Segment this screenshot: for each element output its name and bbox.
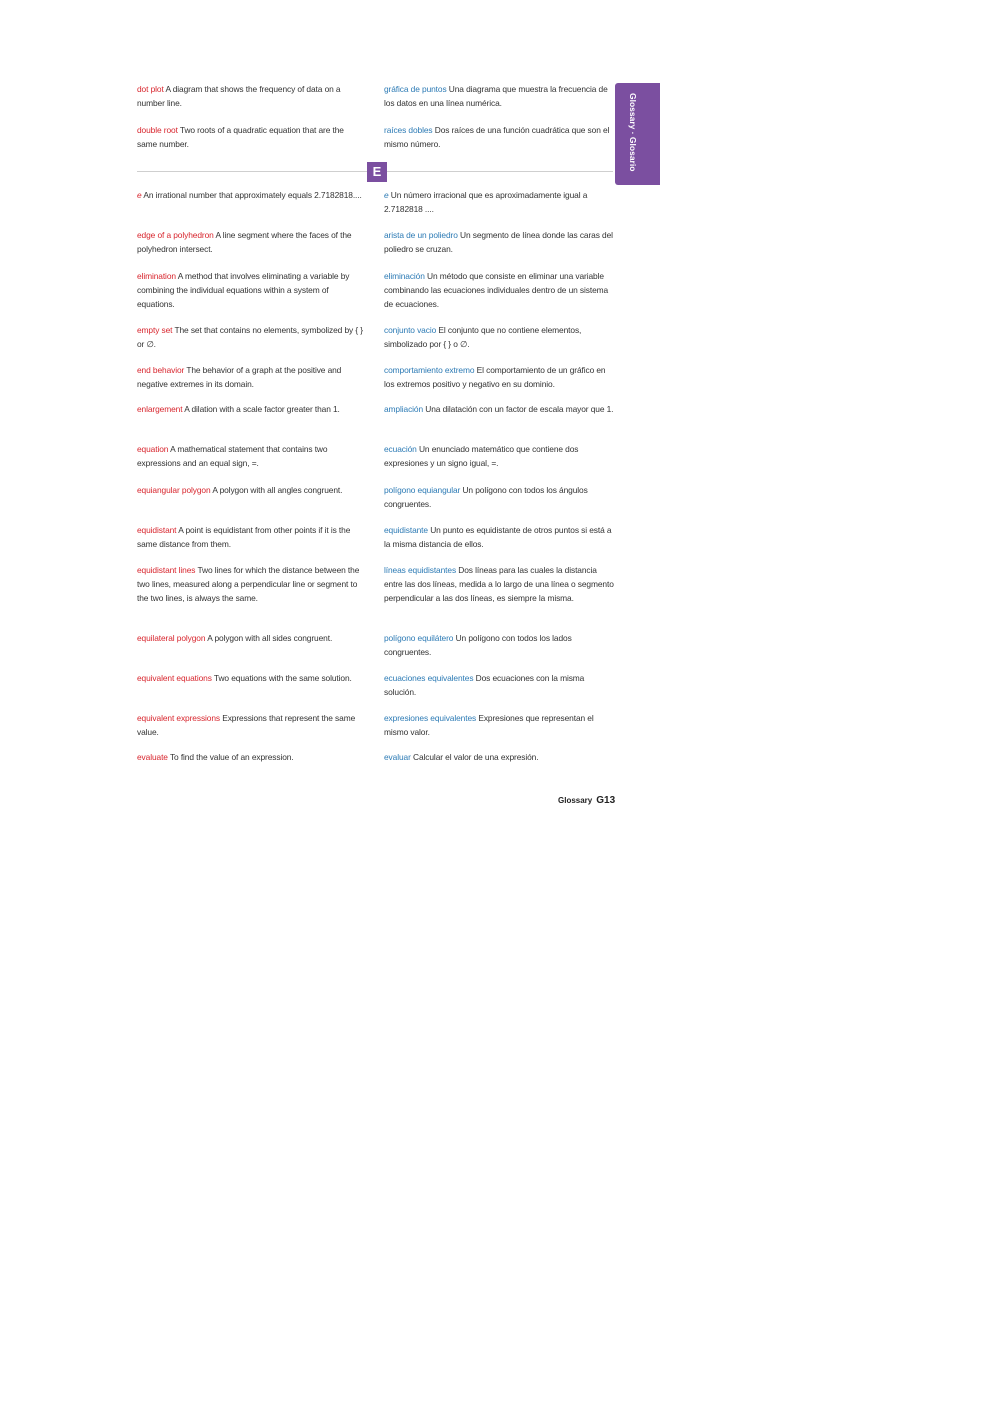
glossary-definition: Expressions that represent the same value. — [137, 713, 356, 737]
glossary-entry-es — [384, 750, 616, 764]
glossary-definition: A line segment where the faces of the polyhedron intersect. — [137, 230, 352, 254]
glossary-entry-en — [137, 188, 365, 202]
glossary-entry-en — [137, 483, 365, 497]
glossary-term: líneas equidistantes — [384, 565, 457, 575]
glossary-term: equidistante — [384, 525, 428, 535]
glossary-term: edge of a polyhedron — [137, 230, 214, 240]
glossary-entry-en — [137, 631, 365, 645]
glossary-definition: A method that involves eliminating a variable by combining the individual equations within a system of equations. — [137, 271, 350, 309]
glossary-entry-es — [384, 483, 616, 511]
glossary-entry-es — [384, 123, 616, 151]
glossary-term: equivalent expressions — [137, 713, 220, 723]
glossary-term: end behavior — [137, 365, 185, 375]
glossary-term: dot plot — [137, 84, 164, 94]
glossary-term: eliminación — [384, 271, 425, 281]
glossary-definition: The behavior of a graph at the positive and negative extremes in its domain. — [137, 365, 342, 389]
glossary-definition: Un número irracional que es aproximadamente igual a 2.7182818 .... — [384, 190, 588, 214]
glossary-entry-es — [384, 711, 616, 739]
glossary-term: double root — [137, 125, 178, 135]
glossary-definition: A point is equidistant from other points if it is the same distance from them. — [137, 525, 351, 549]
page-footer — [558, 795, 615, 806]
glossary-term: polígono equiangular — [384, 485, 461, 495]
section-letter: E — [367, 162, 387, 182]
glossary-definition: Un polígono con todos los lados congruentes. — [384, 633, 572, 657]
glossary-term: comportamiento extremo — [384, 365, 475, 375]
glossary-entry-es — [384, 402, 616, 416]
glossary-entry-es — [384, 82, 616, 110]
glossary-term: equivalent equations — [137, 673, 212, 683]
glossary-definition: Una diagrama que muestra la frecuencia de los datos en una línea numérica. — [384, 84, 608, 108]
glossary-definition: An irrational number that approximately equals 2.7182818.... — [143, 190, 362, 200]
glossary-term: gráfica de puntos — [384, 84, 447, 94]
glossary-term: polígono equilátero — [384, 633, 454, 643]
glossary-definition: A dilation with a scale factor greater than 1. — [184, 404, 340, 414]
glossary-term: empty set — [137, 325, 173, 335]
glossary-definition: Two lines for which the distance between the two lines, measured along a perpendicular line or segment to the two lines, is always the same. — [137, 565, 360, 603]
glossary-entry-es — [384, 269, 616, 311]
glossary-definition: Expresiones que representan el mismo valor. — [384, 713, 594, 737]
glossary-term: expresiones equivalentes — [384, 713, 477, 723]
glossary-entry-es — [384, 442, 616, 470]
glossary-entry-es — [384, 228, 616, 256]
glossary-term: e — [384, 190, 389, 200]
glossary-definition: Two equations with the same solution. — [213, 673, 352, 683]
glossary-entry-en — [137, 228, 365, 256]
glossary-side-tab — [615, 83, 660, 185]
glossary-definition: A polygon with all sides congruent. — [207, 633, 333, 643]
glossary-term: ampliación — [384, 404, 424, 414]
glossary-term: ecuación — [384, 444, 417, 454]
glossary-definition: Dos líneas para las cuales la distancia entre las dos líneas, medida a lo largo de una línea o segmento perpendicular a las dos líneas, es siempre la misma. — [384, 565, 614, 603]
glossary-definition: Two roots of a quadratic equation that are the same number. — [137, 125, 344, 149]
glossary-definition: Calcular el valor de una expresión. — [413, 752, 539, 762]
glossary-entry-en — [137, 82, 365, 110]
glossary-entry-en — [137, 750, 365, 764]
glossary-term: evaluate — [137, 752, 168, 762]
glossary-term: evaluar — [384, 752, 411, 762]
glossary-definition: El comportamiento de un gráfico en los extremos positivo y negativo en su dominio. — [384, 365, 606, 389]
glossary-term: equation — [137, 444, 169, 454]
glossary-entry-en — [137, 123, 365, 151]
glossary-term: equiangular polygon — [137, 485, 211, 495]
glossary-term: conjunto vacio — [384, 325, 437, 335]
glossary-definition: Un método que consiste en eliminar una variable combinando las ecuaciones individuales dentro de un sistema de ecuaciones. — [384, 271, 609, 309]
glossary-definition: Dos ecuaciones con la misma solución. — [384, 673, 585, 697]
glossary-definition: Un enunciado matemático que contiene dos expresiones y un signo igual, =. — [384, 444, 579, 468]
glossary-entry-en — [137, 323, 365, 351]
glossary-entry-en — [137, 363, 365, 391]
glossary-entry-en — [137, 523, 365, 551]
side-tab-label: Glossary · Glosario — [628, 93, 638, 172]
glossary-entry-en — [137, 563, 365, 605]
glossary-entry-en — [137, 671, 365, 685]
glossary-term: equidistant — [137, 525, 177, 535]
footer-label: Glossary — [558, 796, 593, 805]
glossary-term: raíces dobles — [384, 125, 433, 135]
glossary-entry-es — [384, 363, 616, 391]
glossary-definition: Dos raíces de una función cuadrática que son el mismo número. — [384, 125, 610, 149]
glossary-entry-es — [384, 523, 616, 551]
glossary-entry-en — [137, 402, 365, 416]
section-divider-right — [387, 171, 613, 172]
glossary-entry-en — [137, 269, 365, 311]
glossary-term: e — [137, 190, 142, 200]
glossary-term: equidistant lines — [137, 565, 196, 575]
glossary-definition: A polygon with all angles congruent. — [212, 485, 343, 495]
glossary-definition: Un segmento de línea donde las caras del poliedro se cruzan. — [384, 230, 613, 254]
glossary-term: ecuaciones equivalentes — [384, 673, 474, 683]
glossary-definition: A mathematical statement that contains two expressions and an equal sign, =. — [137, 444, 328, 468]
glossary-term: elimination — [137, 271, 176, 281]
glossary-entry-es — [384, 671, 616, 699]
glossary-definition: El conjunto que no contiene elementos, simbolizado por { } o ∅. — [384, 325, 582, 349]
glossary-term: equilateral polygon — [137, 633, 206, 643]
glossary-definition: The set that contains no elements, symbolized by { } or ∅. — [137, 325, 363, 349]
glossary-term: arista de un poliedro — [384, 230, 458, 240]
glossary-entry-es — [384, 563, 616, 605]
glossary-definition: Una dilatación con un factor de escala mayor que 1. — [425, 404, 614, 414]
glossary-entry-es — [384, 323, 616, 351]
glossary-definition: To find the value of an expression. — [169, 752, 294, 762]
glossary-entry-es — [384, 188, 616, 216]
glossary-definition: A diagram that shows the frequency of data on a number line. — [137, 84, 341, 108]
glossary-definition: Un punto es equidistante de otros puntos si está a la misma distancia de ellos. — [384, 525, 612, 549]
glossary-definition: Un polígono con todos los ángulos congruentes. — [384, 485, 588, 509]
section-divider-left — [137, 171, 367, 172]
glossary-entry-en — [137, 442, 365, 470]
glossary-term: enlargement — [137, 404, 183, 414]
glossary-entry-es — [384, 631, 616, 659]
page-number: G13 — [596, 795, 616, 806]
glossary-entry-en — [137, 711, 365, 739]
